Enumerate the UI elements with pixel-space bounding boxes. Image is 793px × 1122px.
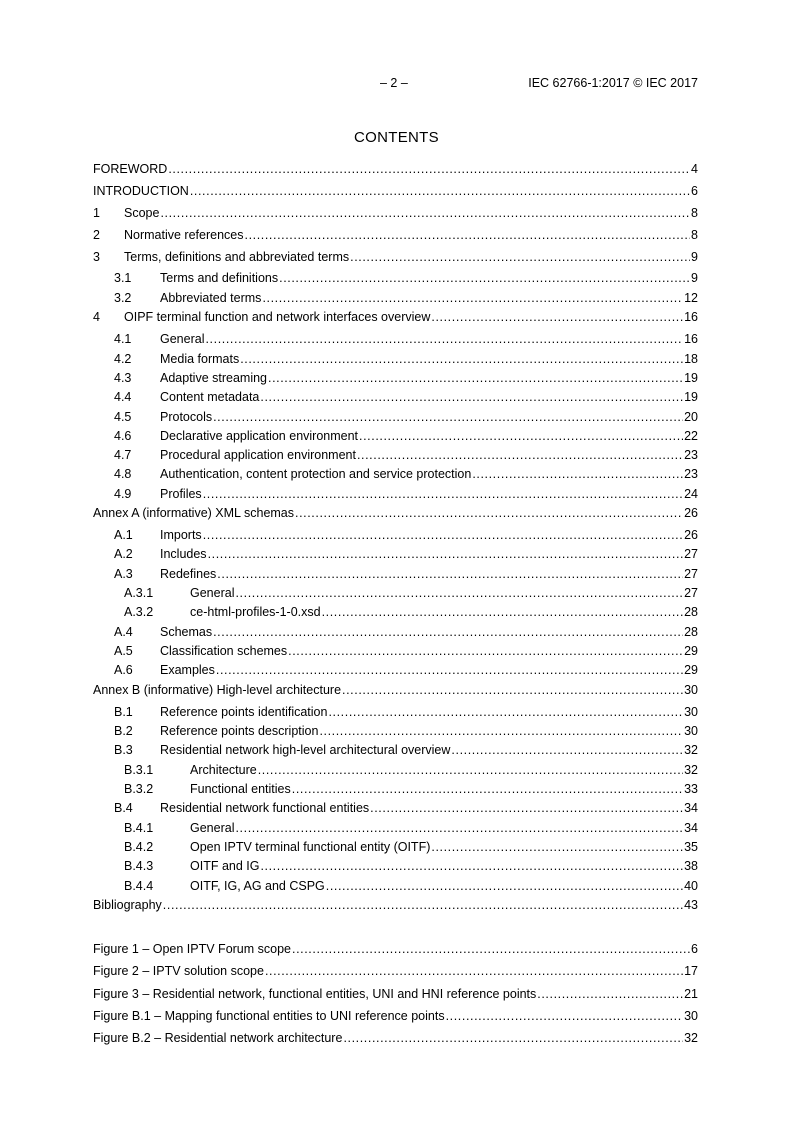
toc-entry[interactable] [93,331,698,347]
toc-entry-title: Profiles [160,487,202,501]
toc-entry-title: Residential network functional entities [160,801,370,815]
figure-entry-title: Figure B.2 – Residential network architecture [93,1031,343,1045]
toc-entry-title: Adaptive streaming [160,371,268,385]
toc-entry[interactable] [93,161,698,177]
toc-entry-number: 3.2 [114,291,132,305]
toc-entry-title: Imports [160,528,202,542]
toc-entry-number: B.4.4 [124,879,154,893]
toc-entry[interactable] [93,546,698,562]
dot-leader [160,205,690,221]
figure-entry-title: Figure B.1 – Mapping functional entities to UNI reference points [93,1009,445,1023]
toc-entry[interactable] [93,249,698,265]
toc-entry-title: Procedural application environment [160,448,356,462]
toc-entry-number: A.2 [114,547,133,561]
toc-entry-page: 38 [684,859,698,873]
toc-entry[interactable] [93,704,698,720]
dot-leader [190,183,690,199]
toc-entry-page: 27 [684,567,698,581]
dot-leader [431,309,683,325]
toc-entry-number: B.4.3 [124,859,154,873]
document-reference: IEC 62766-1:2017 © IEC 2017 [528,76,698,90]
toc-entry-number: A.3.1 [124,586,154,600]
toc-entry-page: 43 [684,898,698,912]
toc-entry[interactable] [93,742,698,758]
toc-entry-number: B.3.2 [124,782,154,796]
dot-leader [262,290,683,306]
figure-entry-page: 30 [684,1009,698,1023]
toc-entry-page: 19 [684,371,698,385]
toc-entry-page: 30 [684,705,698,719]
dot-leader [168,161,690,177]
toc-entry[interactable] [93,428,698,444]
toc-entry-page: 33 [684,782,698,796]
dot-leader [203,527,683,543]
dot-leader [322,604,684,620]
toc-entry-title: Annex A (informative) XML schemas [93,506,295,520]
page-title: CONTENTS [354,129,439,146]
toc-entry-title: Abbreviated terms [160,291,262,305]
toc-entry-page: 30 [684,683,698,697]
toc-entry-title: FOREWORD [93,162,168,176]
toc-entry-page: 16 [684,332,698,346]
toc-entry-title: Includes [160,547,207,561]
toc-entry-page: 12 [684,291,698,305]
toc-entry-number: B.4.2 [124,840,154,854]
figure-entry-page: 17 [684,964,698,978]
toc-entry-page: 32 [684,763,698,777]
toc-entry-title: Authentication, content protection and service protection [160,467,472,481]
dot-leader [288,643,683,659]
toc-entry-page: 32 [684,743,698,757]
toc-entry-page: 28 [684,605,698,619]
toc-entry[interactable] [93,762,698,778]
dot-leader [260,858,683,874]
toc-entry[interactable] [93,820,698,836]
toc-entry-title: Open IPTV terminal functional entity (OITF) [190,840,431,854]
toc-entry[interactable] [93,897,698,913]
toc-entry-number: A.4 [114,625,133,639]
dot-leader [240,351,683,367]
toc-entry-page: 27 [684,586,698,600]
toc-entry-title: OIPF terminal function and network interfaces overview [124,310,431,324]
dot-leader [292,781,683,797]
toc-entry-page: 27 [684,547,698,561]
toc-entry-title: Protocols [160,410,213,424]
toc-entry-number: B.4 [114,801,133,815]
page-number: – 2 – [380,76,408,90]
toc-entry-number: 3.1 [114,271,132,285]
toc-entry-number: 4.4 [114,390,132,404]
figure-entry[interactable] [93,1008,698,1024]
toc-entry[interactable] [93,466,698,482]
toc-entry-title: Scope [124,206,160,220]
toc-entry[interactable] [93,878,698,894]
toc-entry[interactable] [93,505,698,521]
dot-leader [279,270,690,286]
toc-entry-page: 16 [684,310,698,324]
toc-entry-title: OITF, IG, AG and CSPG [190,879,325,893]
toc-entry-title: Architecture [190,763,257,777]
dot-leader [216,662,683,678]
toc-entry-number: 2 [93,228,100,242]
toc-entry-page: 4 [691,162,698,176]
toc-entry-number: 4.3 [114,371,132,385]
toc-entry-number: 4 [93,310,100,324]
toc-entry-title: Annex B (informative) High-level architecture [93,683,342,697]
toc-entry-title: Redefines [160,567,217,581]
dot-leader [213,624,683,640]
figure-entry-page: 32 [684,1031,698,1045]
dot-leader [357,447,683,463]
dot-leader [258,762,683,778]
dot-leader [205,331,683,347]
toc-entry-number: 3 [93,250,100,264]
toc-entry[interactable] [93,839,698,855]
toc-entry-number: 4.1 [114,332,132,346]
toc-entry-number: 1 [93,206,100,220]
figure-entry-title: Figure 2 – IPTV solution scope [93,964,264,978]
toc-entry-page: 26 [684,528,698,542]
toc-entry-page: 22 [684,429,698,443]
toc-entry-title: Residential network high-level architectural overview [160,743,451,757]
toc-entry[interactable] [93,643,698,659]
toc-entry[interactable] [93,858,698,874]
dot-leader [235,820,683,836]
toc-entry[interactable] [93,270,698,286]
toc-entry-title: General [190,586,235,600]
dot-leader [260,389,683,405]
toc-entry-page: 40 [684,879,698,893]
figure-entry[interactable] [93,986,698,1002]
toc-entry[interactable] [93,486,698,502]
toc-entry-page: 28 [684,625,698,639]
dot-leader [451,742,683,758]
toc-entry-number: A.3.2 [124,605,154,619]
dot-leader [431,839,683,855]
toc-entry-number: 4.6 [114,429,132,443]
toc-entry[interactable] [93,351,698,367]
dot-leader [446,1008,684,1024]
toc-entry-number: 4.5 [114,410,132,424]
toc-entry-page: 9 [691,271,698,285]
toc-entry-number: 4.8 [114,467,132,481]
toc-entry-page: 18 [684,352,698,366]
toc-entry[interactable] [93,205,698,221]
dot-leader [326,878,683,894]
toc-entry-title: Bibliography [93,898,162,912]
figure-entry-page: 21 [684,987,698,1001]
dot-leader [208,546,684,562]
toc-entry-page: 30 [684,724,698,738]
figure-entry[interactable] [93,941,698,957]
toc-entry-title: Functional entities [190,782,291,796]
toc-entry[interactable] [93,682,698,698]
toc-entry-title: Declarative application environment [160,429,359,443]
toc-entry[interactable] [93,227,698,243]
toc-entry-page: 8 [691,228,698,242]
dot-leader [342,682,683,698]
toc-entry-number: B.2 [114,724,133,738]
toc-entry-title: Reference points description [160,724,319,738]
toc-entry[interactable] [93,309,698,325]
toc-entry-title: Reference points identification [160,705,328,719]
figure-entry-title: Figure 3 – Residential network, functional entities, UNI and HNI reference points [93,987,537,1001]
toc-entry-page: 6 [691,184,698,198]
toc-entry-page: 23 [684,467,698,481]
dot-leader [370,800,683,816]
toc-entry-page: 34 [684,801,698,815]
toc-entry-number: B.4.1 [124,821,154,835]
dot-leader [235,585,683,601]
toc-entry-title: Terms, definitions and abbreviated terms [124,250,350,264]
toc-entry-title: Content metadata [160,390,260,404]
toc-entry[interactable] [93,290,698,306]
toc-entry-number: A.5 [114,644,133,658]
toc-entry-title: Normative references [124,228,244,242]
toc-entry-page: 26 [684,506,698,520]
figure-entry[interactable] [93,963,698,979]
toc-entry-number: A.3 [114,567,133,581]
toc-entry-title: General [190,821,235,835]
toc-entry[interactable] [93,662,698,678]
toc-entry-title: Media formats [160,352,240,366]
dot-leader [163,897,683,913]
toc-entry[interactable] [93,447,698,463]
toc-entry-number: A.1 [114,528,133,542]
toc-entry-title: ce-html-profiles-1-0.xsd [190,605,321,619]
dot-leader [265,963,683,979]
toc-entry[interactable] [93,585,698,601]
toc-entry[interactable] [93,566,698,582]
toc-entry-page: 24 [684,487,698,501]
toc-entry[interactable] [93,781,698,797]
figure-entry-title: Figure 1 – Open IPTV Forum scope [93,942,292,956]
toc-entry-title: Terms and definitions [160,271,279,285]
toc-entry-number: B.3 [114,743,133,757]
toc-entry-number: B.1 [114,705,133,719]
toc-entry-title: Examples [160,663,215,677]
dot-leader [295,505,683,521]
toc-entry-page: 34 [684,821,698,835]
toc-entry[interactable] [93,370,698,386]
toc-entry[interactable] [93,527,698,543]
dot-leader [472,466,683,482]
dot-leader [217,566,683,582]
dot-leader [350,249,690,265]
toc-entry-page: 29 [684,663,698,677]
toc-entry-number: 4.7 [114,448,132,462]
toc-entry[interactable] [93,723,698,739]
dot-leader [328,704,683,720]
toc-entry[interactable] [93,624,698,640]
toc-entry-page: 23 [684,448,698,462]
toc-entry-number: 4.9 [114,487,132,501]
toc-entry-page: 35 [684,840,698,854]
toc-entry-title: OITF and IG [190,859,260,873]
dot-leader [268,370,683,386]
dot-leader [343,1030,683,1046]
toc-entry-page: 20 [684,410,698,424]
toc-entry-number: A.6 [114,663,133,677]
toc-entry-number: B.3.1 [124,763,154,777]
toc-entry[interactable] [93,409,698,425]
toc-entry-page: 9 [691,250,698,264]
toc-entry-title: Schemas [160,625,213,639]
dot-leader [537,986,683,1002]
dot-leader [213,409,683,425]
figure-entry-page: 6 [691,942,698,956]
dot-leader [359,428,683,444]
toc-entry-title: General [160,332,205,346]
dot-leader [319,723,683,739]
toc-entry[interactable] [93,183,698,199]
toc-entry-page: 19 [684,390,698,404]
toc-entry-page: 29 [684,644,698,658]
toc-entry-page: 8 [691,206,698,220]
toc-entry[interactable] [93,604,698,620]
page-header [0,76,793,92]
toc-entry[interactable] [93,389,698,405]
figure-entry[interactable] [93,1030,698,1046]
toc-entry[interactable] [93,800,698,816]
toc-entry-title: Classification schemes [160,644,288,658]
toc-entry-number: 4.2 [114,352,132,366]
dot-leader [245,227,691,243]
toc-entry-title: INTRODUCTION [93,184,189,198]
dot-leader [203,486,683,502]
dot-leader [292,941,690,957]
